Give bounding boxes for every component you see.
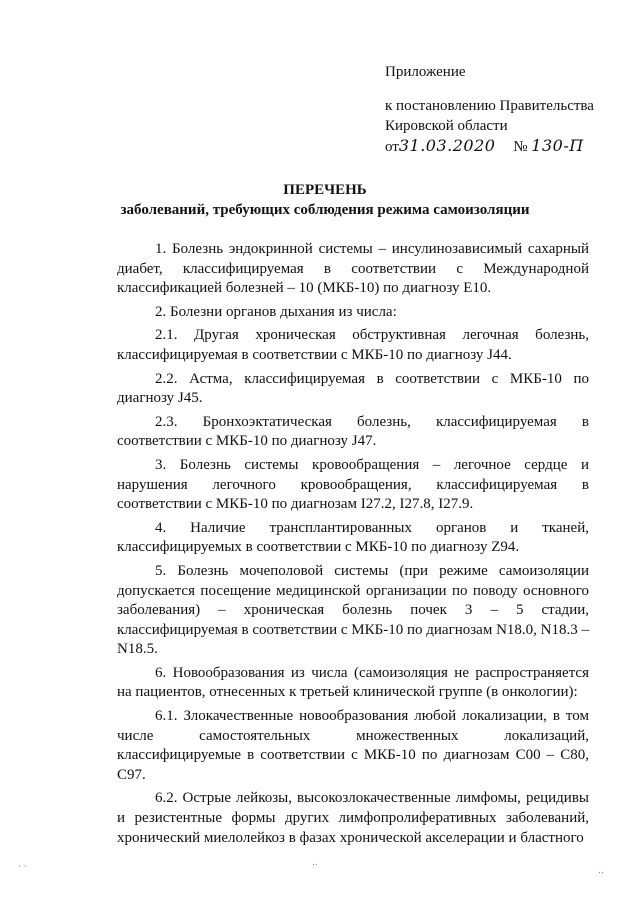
document-title [60, 180, 590, 220]
list-item: 6.2. Острые лейкозы, высокозлокачественные лимфомы, рецидивы и резистентные формы других лимфопролиферативных заболеваний, хронический миелолейкоз в фазах хронической акселерации и бластного [117, 790, 589, 846]
list-item: 3. Болезнь системы кровообращения – легочное сердце и нарушения легочного кровообращения, классифицируемая в соответствии с МКБ-10 по диагнозам I27.2, I27.8, I27.9. [117, 456, 589, 513]
list-item: 6.1. Злокачественные новообразования любой локализации, в том числе самостоятельных множественных локализаций, классифицируемые в соответствии с МКБ-10 по диагнозам C00 – C80, C97. [117, 708, 589, 783]
appendix-block [385, 62, 615, 157]
number-sign: № [513, 139, 528, 155]
list-item: 4. Наличие трансплантированных органов и тканей, классифицируемых в соответствии с МКБ-10 по диагнозу Z94. [117, 519, 589, 556]
scan-speck: · · [18, 862, 27, 872]
list-item: 2.1. Другая хроническая обструктивная легочная болезнь, классифицируемая в соответствии с МКБ-10 по диагнозу J44. [117, 327, 589, 363]
list-item: 5. Болезнь мочеполовой системы (при режиме самоизоляции допускается посещение медицинской организации по поводу основного заболевания) – хроническая болезнь почек 3 – 5 стадии, классифицируемая в соответствии с МКБ-10 по диагнозам N18.0, N18.3 – N18.5. [117, 562, 589, 658]
appendix-label: Приложение [385, 64, 466, 80]
list-item: 2.2. Астма, классифицируемая в соответствии с МКБ-10 по диагнозу J45. [117, 370, 589, 407]
title-heading: ПЕРЕЧЕНЬ [283, 182, 367, 198]
date-prefix: от [385, 139, 399, 155]
decree-line-2: Кировской области [385, 118, 508, 134]
document-body [117, 240, 589, 852]
decree-date-line [385, 136, 615, 157]
scan-speck: ‥ [598, 866, 605, 876]
list-item: 6. Новообразования из числа (самоизоляция не распространяется на пациентов, отнесенных к третьей клинической группе (в онкологии): [117, 664, 589, 701]
decree-date: 31.03.2020 [398, 136, 496, 155]
scan-speck: ‥ [312, 858, 319, 868]
list-item: 2. Болезни органов дыхания из числа: [155, 303, 397, 320]
decree-number: 130-П [531, 136, 584, 155]
list-item: 2.3. Бронхоэктатическая болезнь, классифицируемая в соответствии с МКБ-10 по диагнозу J47. [117, 413, 589, 450]
decree-line-1: к постановлению Правительства [385, 98, 594, 114]
title-subheading: заболеваний, требующих соблюдения режима самоизоляции [120, 202, 530, 218]
list-item: 1. Болезнь эндокринной системы – инсулинозависимый сахарный диабет, классифицируемая в соответствии с Международной классификацией болезней – 10 (МКБ-10) по диагнозу E10. [117, 241, 589, 297]
